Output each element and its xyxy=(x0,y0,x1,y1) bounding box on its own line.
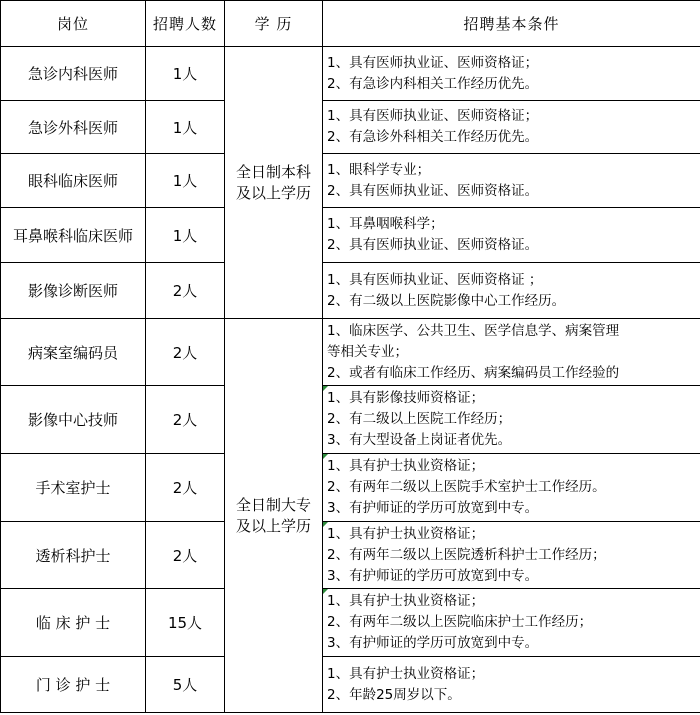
conditions-cell xyxy=(323,154,700,208)
condition-line: 3、有护师证的学历可放宽到中专。 xyxy=(327,635,539,651)
table-row xyxy=(1,154,700,208)
table-row xyxy=(1,657,700,713)
condition-line: 3、有护师证的学历可放宽到中专。 xyxy=(327,567,539,584)
conditions-cell xyxy=(323,319,700,386)
condition-line: 2、或者有临床工作经历、病案编码员工作经验的 xyxy=(327,364,620,381)
condition-line: 2、有两年二级以上医院透析科护士工作经历； xyxy=(327,546,606,563)
condition-line: 3、有大型设备上岗证者优先。 xyxy=(327,432,512,448)
count-cell: 15人 xyxy=(146,589,225,657)
condition-line: 2、有二级以上医院影像中心工作经历。 xyxy=(327,292,566,309)
table-row xyxy=(1,47,700,101)
count-cell: 1人 xyxy=(146,47,225,101)
count-cell: 1人 xyxy=(146,101,225,154)
condition-line: 2、有急诊外科相关工作经历优先。 xyxy=(327,129,539,145)
position-cell: 透析科护士 xyxy=(1,522,146,589)
conditions-cell xyxy=(323,657,700,713)
condition-line: 1、眼科学专业； xyxy=(327,161,431,178)
condition-line: 2、具有医师执业证、医师资格证。 xyxy=(327,182,539,199)
position-cell: 影像诊断医师 xyxy=(1,263,146,319)
cell-marker xyxy=(323,386,328,391)
table-row xyxy=(1,101,700,154)
header-position: 岗位 xyxy=(1,1,146,47)
cell-marker xyxy=(323,522,328,527)
position-cell: 临 床 护 士 xyxy=(1,589,146,657)
count-cell: 5人 xyxy=(146,657,225,713)
position-cell: 耳鼻喉科临床医师 xyxy=(1,208,146,263)
condition-line: 1、具有护士执业资格证； xyxy=(327,665,485,682)
header-conditions: 招聘基本条件 xyxy=(323,1,700,47)
condition-line: 2、有两年二级以上医院手术室护士工作经历。 xyxy=(327,479,606,495)
condition-line: 2、具有医师执业证、医师资格证。 xyxy=(327,237,539,253)
conditions-cell xyxy=(323,47,700,101)
condition-line: 等相关专业； xyxy=(327,343,408,360)
condition-line: 2、有急诊内科相关工作经历优先。 xyxy=(327,75,539,92)
condition-line: 1、具有护士执业资格证； xyxy=(327,458,485,474)
education-cell xyxy=(225,319,323,713)
conditions-cell xyxy=(323,386,700,454)
count-cell: 2人 xyxy=(146,319,225,386)
table-row xyxy=(1,386,700,454)
table-row xyxy=(1,319,700,386)
position-cell: 病案室编码员 xyxy=(1,319,146,386)
condition-line: 1、具有医师执业证、医师资格证； xyxy=(327,108,539,124)
count-cell: 1人 xyxy=(146,154,225,208)
education-cell xyxy=(225,47,323,319)
count-cell: 2人 xyxy=(146,522,225,589)
education-line: 全日制大专 xyxy=(235,495,311,514)
position-cell: 门 诊 护 士 xyxy=(1,657,146,713)
position-cell: 眼科临床医师 xyxy=(1,154,146,208)
position-cell: 影像中心技师 xyxy=(1,386,146,454)
table-row xyxy=(1,522,700,589)
conditions-cell xyxy=(323,522,700,589)
table-row xyxy=(1,263,700,319)
condition-line: 3、有护师证的学历可放宽到中专。 xyxy=(327,500,539,516)
condition-line: 2、年龄25周岁以下。 xyxy=(327,686,461,703)
conditions-cell xyxy=(323,263,700,319)
conditions-cell xyxy=(323,589,700,657)
table-row xyxy=(1,589,700,657)
condition-line: 2、有两年二级以上医院临床护士工作经历； xyxy=(327,614,593,630)
cell-marker xyxy=(323,454,328,459)
position-cell: 手术室护士 xyxy=(1,454,146,522)
position-cell: 急诊内科医师 xyxy=(1,47,146,101)
conditions-cell xyxy=(323,208,700,263)
conditions-cell xyxy=(323,454,700,522)
education-line: 及以上学历 xyxy=(235,516,311,535)
count-cell: 2人 xyxy=(146,263,225,319)
cell-marker xyxy=(323,589,328,594)
condition-line: 1、具有影像技师资格证； xyxy=(327,390,485,406)
condition-line: 1、具有护士执业资格证； xyxy=(327,593,485,609)
header-education: 学 历 xyxy=(225,1,323,47)
header-count: 招聘人数 xyxy=(146,1,225,47)
count-cell: 1人 xyxy=(146,208,225,263)
condition-line: 1、具有医师执业证、医师资格证 ； xyxy=(327,271,543,288)
count-cell: 2人 xyxy=(146,454,225,522)
education-line: 及以上学历 xyxy=(235,183,311,202)
table-row xyxy=(1,208,700,263)
table-row xyxy=(1,454,700,522)
position-cell: 急诊外科医师 xyxy=(1,101,146,154)
header-row xyxy=(1,1,700,47)
condition-line: 1、临床医学、公共卫生、医学信息学、病案管理 xyxy=(327,322,620,339)
condition-line: 1、具有医师执业证、医师资格证； xyxy=(327,54,539,71)
education-line: 全日制本科 xyxy=(235,162,311,181)
condition-line: 1、具有护士执业资格证； xyxy=(327,525,485,542)
condition-line: 2、有二级以上医院工作经历； xyxy=(327,411,512,427)
condition-line: 1、耳鼻咽喉科学； xyxy=(327,216,444,232)
conditions-cell xyxy=(323,101,700,154)
count-cell: 2人 xyxy=(146,386,225,454)
